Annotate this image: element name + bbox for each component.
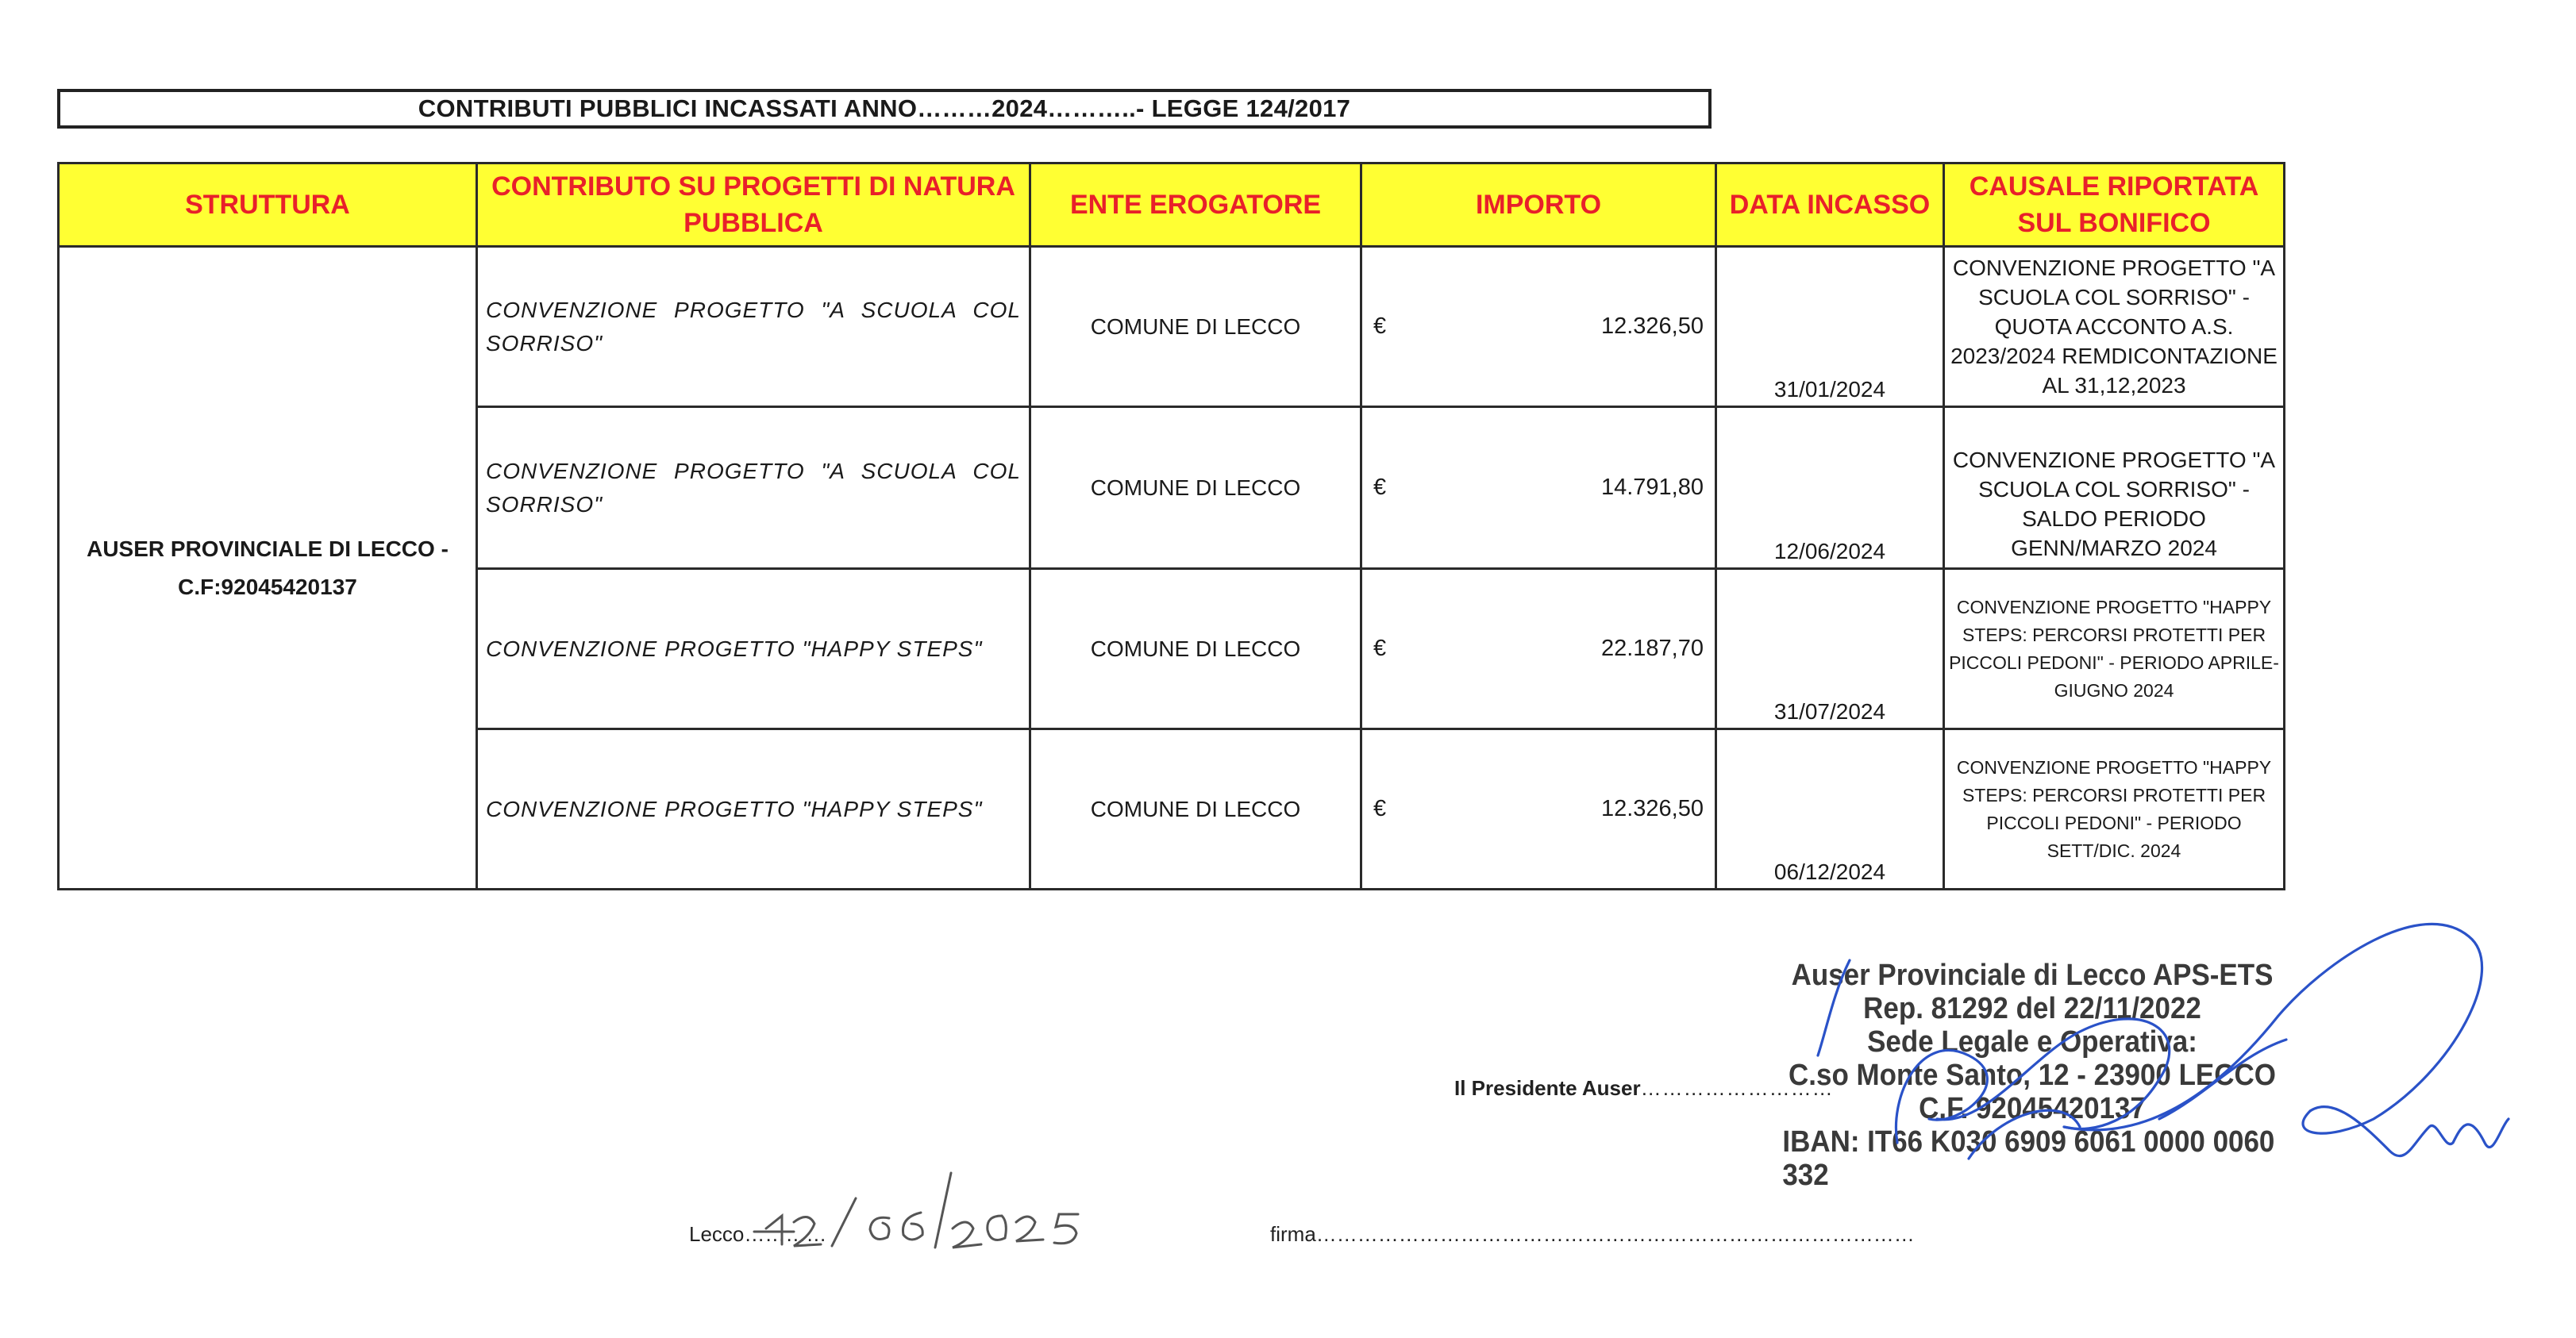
organization-stamp bbox=[1769, 959, 2295, 1192]
importo-value: 14.791,80 bbox=[1600, 475, 1704, 500]
progetto-cell bbox=[477, 569, 1030, 729]
presidente-label-text: Il Presidente Auser bbox=[1454, 1076, 1641, 1100]
presidente-label bbox=[1454, 1076, 1834, 1101]
contributions-table bbox=[57, 162, 2285, 890]
firma-line bbox=[1270, 1222, 1915, 1247]
ente-cell: COMUNE DI LECCO bbox=[1030, 247, 1361, 407]
progetto-cell bbox=[477, 247, 1030, 407]
table-row bbox=[59, 247, 2285, 407]
importo-value: 22.187,70 bbox=[1600, 636, 1704, 661]
causale-cell: CONVENZIONE PROGETTO "HAPPY STEPS: PERCORSI PROTETTI PER PICCOLI PEDONI" - PERIODO APRILE-GIUGNO 2024 bbox=[1944, 569, 2285, 729]
importo-cell bbox=[1361, 569, 1716, 729]
causale-cell: CONVENZIONE PROGETTO "A SCUOLA COL SORRISO" - SALDO PERIODO GENN/MARZO 2024 bbox=[1944, 407, 2285, 569]
struttura-cell: AUSER PROVINCIALE DI LECCO - C.F:92045420137 bbox=[59, 247, 477, 890]
currency-symbol: € bbox=[1373, 636, 1387, 661]
causale-cell: CONVENZIONE PROGETTO "HAPPY STEPS: PERCORSI PROTETTI PER PICCOLI PEDONI" - PERIODO SETT/DIC. 2024 bbox=[1944, 729, 2285, 890]
header-causale: CAUSALE RIPORTATA SUL BONIFICO bbox=[1944, 163, 2285, 247]
progetto-cell bbox=[477, 407, 1030, 569]
currency-symbol: € bbox=[1373, 313, 1387, 339]
importo-value: 12.326,50 bbox=[1600, 796, 1704, 821]
stamp-line: Sede Legale e Operativa: bbox=[1867, 1025, 2197, 1059]
table-header-row bbox=[59, 163, 2285, 247]
firma-label: firma bbox=[1270, 1222, 1316, 1246]
ente-cell: COMUNE DI LECCO bbox=[1030, 729, 1361, 890]
document-title: CONTRIBUTI PUBBLICI INCASSATI ANNO………2024………..- LEGGE 124/2017 bbox=[57, 89, 1712, 129]
progetto-text: CONVENZIONE PROGETTO "HAPPY STEPS" bbox=[486, 796, 983, 821]
importo-cell bbox=[1361, 407, 1716, 569]
data-cell: 31/01/2024 bbox=[1716, 247, 1944, 407]
lecco-dots: ………… bbox=[744, 1222, 827, 1246]
stamp-line: C.so Monte Santo, 12 - 23900 LECCO bbox=[1789, 1059, 2276, 1092]
currency-symbol: € bbox=[1373, 796, 1387, 821]
ente-cell: COMUNE DI LECCO bbox=[1030, 407, 1361, 569]
header-contributo: CONTRIBUTO SU PROGETTI DI NATURA PUBBLICA bbox=[477, 163, 1030, 247]
header-data: DATA INCASSO bbox=[1716, 163, 1944, 247]
stamp-line: C.F. 92045420137 bbox=[1919, 1092, 2146, 1125]
header-ente: ENTE EROGATORE bbox=[1030, 163, 1361, 247]
causale-cell: CONVENZIONE PROGETTO "A SCUOLA COL SORRISO" - QUOTA ACCONTO A.S. 2023/2024 REMDICONTAZIONE AL 31,12,2023 bbox=[1944, 247, 2285, 407]
data-cell: 06/12/2024 bbox=[1716, 729, 1944, 890]
progetto-text: CONVENZIONE PROGETTO "A SCUOLA COL SORRISO" bbox=[486, 458, 1021, 517]
header-importo: IMPORTO bbox=[1361, 163, 1716, 247]
progetto-text: CONVENZIONE PROGETTO "A SCUOLA COL SORRISO" bbox=[486, 297, 1021, 356]
currency-symbol: € bbox=[1373, 475, 1387, 500]
ente-cell: COMUNE DI LECCO bbox=[1030, 569, 1361, 729]
progetto-text: CONVENZIONE PROGETTO "HAPPY STEPS" bbox=[486, 636, 983, 661]
header-struttura: STRUTTURA bbox=[59, 163, 477, 247]
lecco-label: Lecco bbox=[689, 1222, 745, 1246]
stamp-line: Auser Provinciale di Lecco APS-ETS bbox=[1791, 959, 2274, 992]
data-cell: 31/07/2024 bbox=[1716, 569, 1944, 729]
importo-value: 12.326,50 bbox=[1600, 313, 1704, 339]
data-cell: 12/06/2024 bbox=[1716, 407, 1944, 569]
importo-cell bbox=[1361, 729, 1716, 890]
stamp-line: Rep. 81292 del 22/11/2022 bbox=[1863, 992, 2201, 1025]
place-date bbox=[689, 1222, 826, 1247]
stamp-line: IBAN: IT66 K030 6909 6061 0000 0060 332 bbox=[1782, 1125, 2275, 1192]
presidente-dots: ……………………… bbox=[1640, 1076, 1834, 1100]
progetto-cell bbox=[477, 729, 1030, 890]
firma-dots: …………………………………………………………………………… bbox=[1315, 1222, 1915, 1246]
importo-cell bbox=[1361, 247, 1716, 407]
